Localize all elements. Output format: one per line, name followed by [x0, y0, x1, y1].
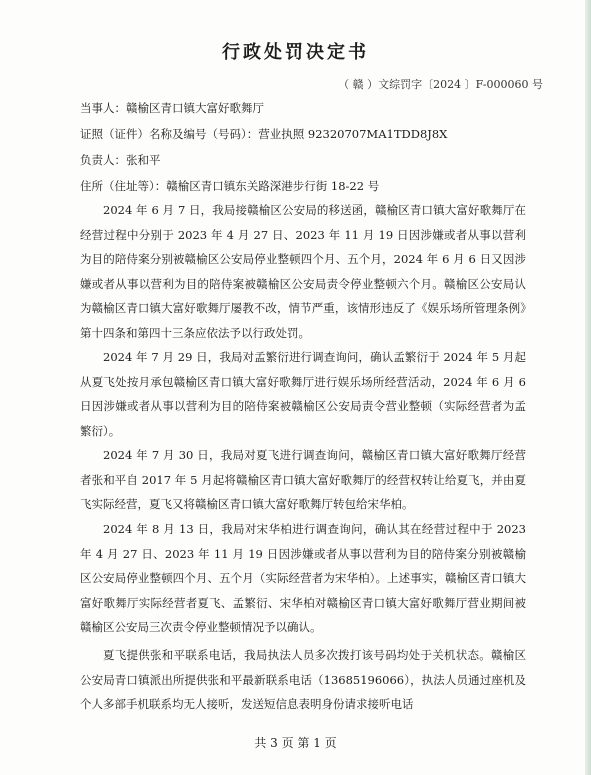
- page-edge-shadow: [585, 0, 591, 775]
- manager-line: 负责人：张和平: [80, 153, 161, 167]
- address-line: 住所（住址等）：赣榆区青口镇东关路深港步行街 18-22 号: [80, 179, 380, 193]
- document-title: 行政处罚决定书: [222, 42, 369, 63]
- paragraph-1: 2024 年 6 月 7 日，我局接赣榆区公安局的移送函，赣榆区青口镇大富好歌舞厅在经营过程中分别于 2023 年 4 月 27 日、2023 年 11 月 19 日因涉嫌或者从事以营利为目的陪侍案分别被赣榆区公安局停业整顿四个月、五个月，2024 年 6 月 6 日又因涉嫌或者从事以营利为目的陪侍案被赣榆区公安局责令停业整顿六个月。赣榆区公安局认为赣榆区青口镇大富好歌舞厅屡教不改，情节严重，该情形违反了《娱乐场所管理条例》第十四条和第四十三条应依法予以行政处罚。: [80, 203, 526, 340]
- page-footer: 共 3 页 第 1 页: [254, 736, 337, 750]
- paragraph-3: 2024 年 7 月 30 日，我局对夏飞进行调查询问，赣榆区青口镇大富好歌舞厅经营者张和平自 2017 年 5 月起将赣榆区青口镇大富好歌舞厅的经营权转让给夏飞，并由夏飞实际经营，夏飞又将赣榆区青口镇大富好歌舞厅转包给宋华柏。: [80, 448, 526, 511]
- paragraph-5: 夏飞提供张和平联系电话，我局执法人员多次拨打该号码均处于关机状态。赣榆区公安局青口镇派出所提供张和平最新联系电话（13685196066），执法人员通过座机及个人多部手机联系均无人接听，发送短信息表明身份请求接听电话: [80, 648, 526, 711]
- paragraph-4: 2024 年 8 月 13 日，我局对宋华柏进行调查询问，确认其在经营过程中于 2023 年 4 月 27 日、2023 年 11 月 19 日因涉嫌或者从事以营利为目的陪侍案分别被赣榆区公安局停业整顿四个月、五个月（实际经营者为宋华柏）。上述事实，赣榆区青口镇大富好歌舞厅实际经营者夏飞、孟繁衍、宋华柏对赣榆区青口镇大富好歌舞厅营业期间被赣榆区公安局三次责令停业整顿情况予以确认。: [80, 522, 526, 634]
- paragraph-2: 2024 年 7 月 29 日，我局对孟繁衍进行调查询问，确认孟繁衍于 2024 年 5 月起从夏飞处按月承包赣榆区青口镇大富好歌舞厅进行娱乐场所经营活动，2024 年 6 月 6 日因涉嫌或者从事以营利为目的陪侍案被赣榆区公安局责令营业整顿（实际经营者为孟繁衍）。: [80, 350, 526, 438]
- document-number: （ 赣 ）文综罚字〔2024 〕F-000060 号: [338, 78, 543, 91]
- party-line: 当事人：赣榆区青口镇大富好歌舞厅: [80, 101, 264, 115]
- license-line: 证照（证件）名称及编号（号码）：营业执照 92320707MA1TDD8J8X: [80, 127, 448, 141]
